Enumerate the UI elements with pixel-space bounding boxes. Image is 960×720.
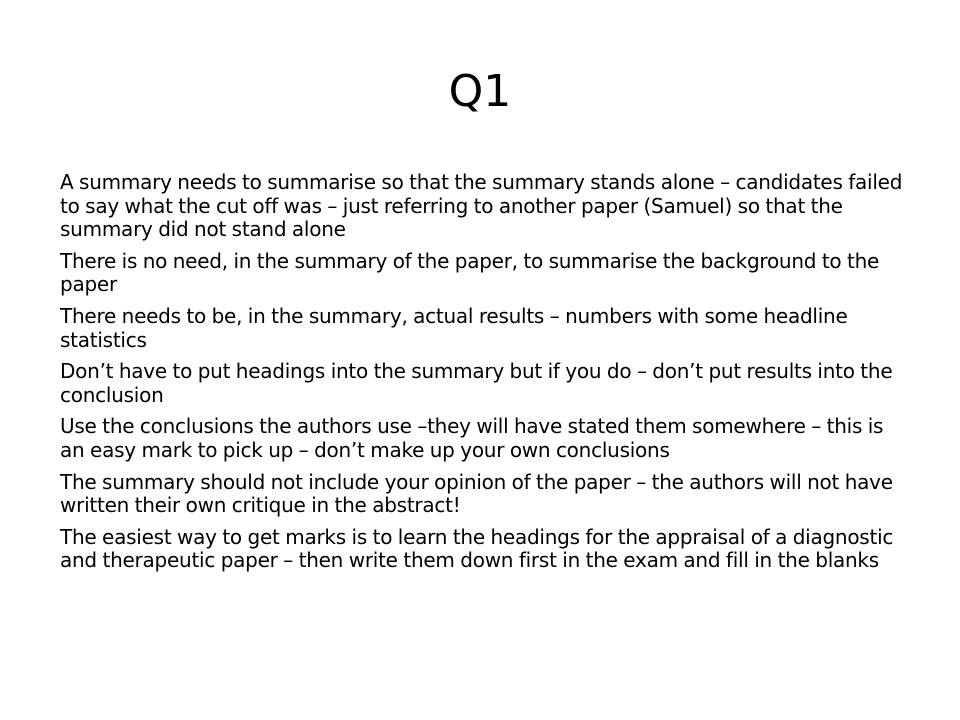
body-paragraph: There needs to be, in the summary, actual results – numbers with some headline statistics xyxy=(60,303,848,352)
body-paragraph: There is no need, in the summary of the paper, to summarise the background to the paper xyxy=(60,248,880,297)
body-paragraph: The summary should not include your opinion of the paper – the authors will not have written their own critique in the abstract! xyxy=(60,469,893,518)
body-paragraph: A summary needs to summarise so that the summary stands alone – candidates failed to say what the cut off was – just referring to another paper (Samuel) so that the summary did not stand alone xyxy=(60,170,903,242)
body-paragraph: Don’t have to put headings into the summary but if you do – don’t put results into the conclusion xyxy=(60,359,893,407)
slide-body xyxy=(60,171,910,581)
body-paragraph: The easiest way to get marks is to learn the headings for the appraisal of a diagnostic and therapeutic paper – then write them down first in the exam and fill in the blanks xyxy=(60,524,894,573)
slide-title: Q1 xyxy=(448,66,512,117)
body-paragraph: Use the conclusions the authors use –they will have stated them somewhere – this is an easy mark to pick up – don’t make up your own conclusions xyxy=(60,414,884,462)
